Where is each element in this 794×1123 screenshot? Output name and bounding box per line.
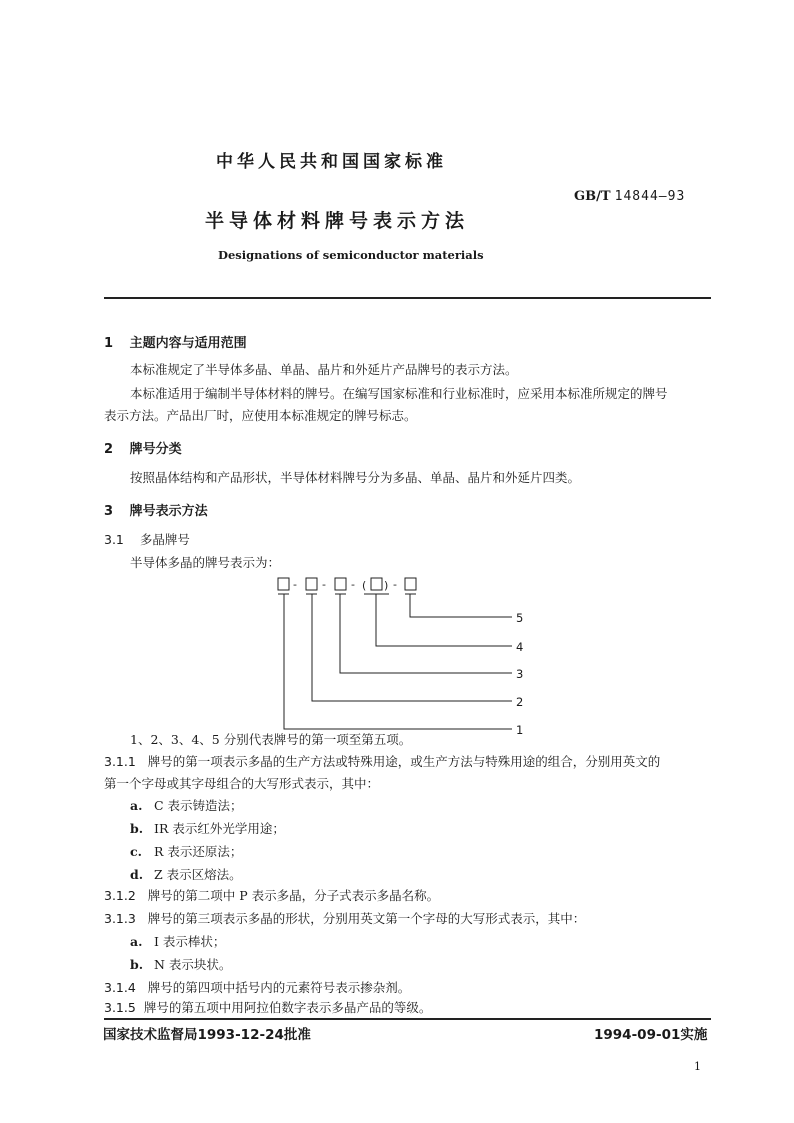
approval-statement: 国家技术监督局1993-12-24批准: [103, 1027, 311, 1043]
placeholder-box-2: [306, 578, 317, 590]
section-1-heading: [104, 332, 247, 351]
standard-code: 14844—93: [614, 189, 686, 204]
paragraph: 按照晶体结构和产品形状，半导体材料牌号分为多晶、单晶、晶片和外延片四类。: [130, 470, 581, 485]
clause-number: 3.1.5: [104, 1000, 136, 1015]
list-item: [130, 796, 243, 814]
section-title: 多晶牌号: [139, 532, 190, 547]
paragraph: 表示方法。产品出厂时，应使用本标准规定的牌号标志。: [104, 408, 417, 423]
list-label: b.: [130, 957, 144, 972]
placeholder-box-4: [371, 578, 382, 590]
clause-text: 牌号的第三项表示多晶的形状，分别用英文第一个字母的大写形式表示，其中：: [147, 911, 586, 926]
list-label: a.: [130, 798, 143, 813]
implementation-date: 1994-09-01实施: [594, 1027, 708, 1043]
separator: -: [351, 578, 355, 591]
list-text: I 表示棒状；: [154, 934, 226, 949]
list-text: R 表示还原法；: [154, 844, 243, 859]
list-text: IR 表示红外光学用途；: [154, 821, 285, 836]
placeholder-box-3: [335, 578, 346, 590]
connector-1: [284, 594, 512, 729]
separator: -: [293, 578, 297, 591]
list-item: [130, 842, 242, 860]
english-title: Designations of semiconductor materials: [218, 248, 484, 262]
section-number: 3: [104, 504, 114, 519]
clause-text: 牌号的第四项中括号内的元素符号表示掺杂剂。: [147, 980, 411, 995]
legend-number-5: 5: [516, 611, 524, 625]
connector-3: [340, 594, 512, 673]
legend-number-4: 4: [516, 640, 524, 654]
standard-prefix: GB/T: [574, 189, 611, 204]
standard-number: [574, 189, 685, 204]
legend-number-2: 2: [516, 695, 524, 709]
section-number: 1: [104, 336, 114, 351]
list-text: N 表示块状。: [154, 957, 232, 972]
clause-3-1-5: [104, 998, 431, 1016]
paragraph: 半导体多晶的牌号表示为：: [130, 555, 281, 570]
paragraph: 本标准规定了半导体多晶、单晶、晶片和外延片产品牌号的表示方法。: [130, 362, 518, 377]
header-divider: [104, 297, 711, 299]
clause-number: 3.1.3: [104, 911, 136, 926]
legend-number-3: 3: [516, 667, 524, 681]
clause-number: 3.1.2: [104, 888, 136, 903]
list-item: [130, 819, 285, 837]
section-number: 2: [104, 442, 114, 457]
list-item: [130, 955, 231, 973]
list-item: [130, 932, 225, 950]
list-label: a.: [130, 934, 143, 949]
clause-number: 3.1.4: [104, 980, 136, 995]
section-2-heading: [104, 438, 182, 457]
section-number: 3.1: [104, 532, 124, 547]
clause-3-1-1: [104, 752, 660, 770]
list-label: d.: [130, 867, 144, 882]
paren-close: ): [384, 579, 389, 592]
standard-header-title: 中华人民共和国国家标准: [216, 152, 447, 172]
list-label: c.: [130, 844, 142, 859]
connector-5: [410, 594, 512, 617]
list-label: b.: [130, 821, 144, 836]
diagram-note: 1、2、3、4、5 分别代表牌号的第一项至第五项。: [130, 732, 412, 747]
clause-text: 牌号的第五项中用阿拉伯数字表示多晶产品的等级。: [143, 1000, 432, 1015]
list-text: C 表示铸造法；: [154, 798, 243, 813]
connector-4: [376, 594, 512, 646]
separator: -: [322, 578, 326, 591]
separator: -: [393, 578, 397, 591]
clause-text: 牌号的第二项中 P 表示多晶，分子式表示多晶名称。: [147, 888, 440, 903]
placeholder-box-1: [278, 578, 289, 590]
paragraph: 第一个字母或其字母组合的大写形式表示，其中：: [104, 776, 380, 791]
paragraph: 本标准适用于编制半导体材料的牌号。在编写国家标准和行业标准时，应采用本标准所规定的牌号: [130, 386, 668, 401]
document-title: 半导体材料牌号表示方法: [205, 210, 470, 232]
section-title: 主题内容与适用范围: [129, 336, 247, 351]
clause-number: 3.1.1: [104, 754, 136, 769]
section-title: 牌号分类: [129, 442, 182, 457]
connector-2: [312, 594, 512, 701]
list-item: [130, 865, 242, 883]
footer-divider: [104, 1018, 711, 1020]
placeholder-box-5: [405, 578, 416, 590]
list-text: Z 表示区熔法。: [154, 867, 242, 882]
paren-open: (: [362, 579, 367, 592]
clause-3-1-4: [104, 978, 410, 996]
page-number: 1: [694, 1060, 701, 1073]
subsection-3-1-heading: [104, 530, 190, 548]
clause-3-1-3: [104, 909, 585, 927]
clause-text: 牌号的第一项表示多晶的生产方法或特殊用途，或生产方法与特殊用途的组合，分别用英文的: [147, 754, 661, 769]
clause-3-1-2: [104, 886, 439, 904]
legend-number-1: 1: [516, 723, 524, 737]
section-3-heading: [104, 500, 208, 519]
section-title: 牌号表示方法: [129, 504, 208, 519]
